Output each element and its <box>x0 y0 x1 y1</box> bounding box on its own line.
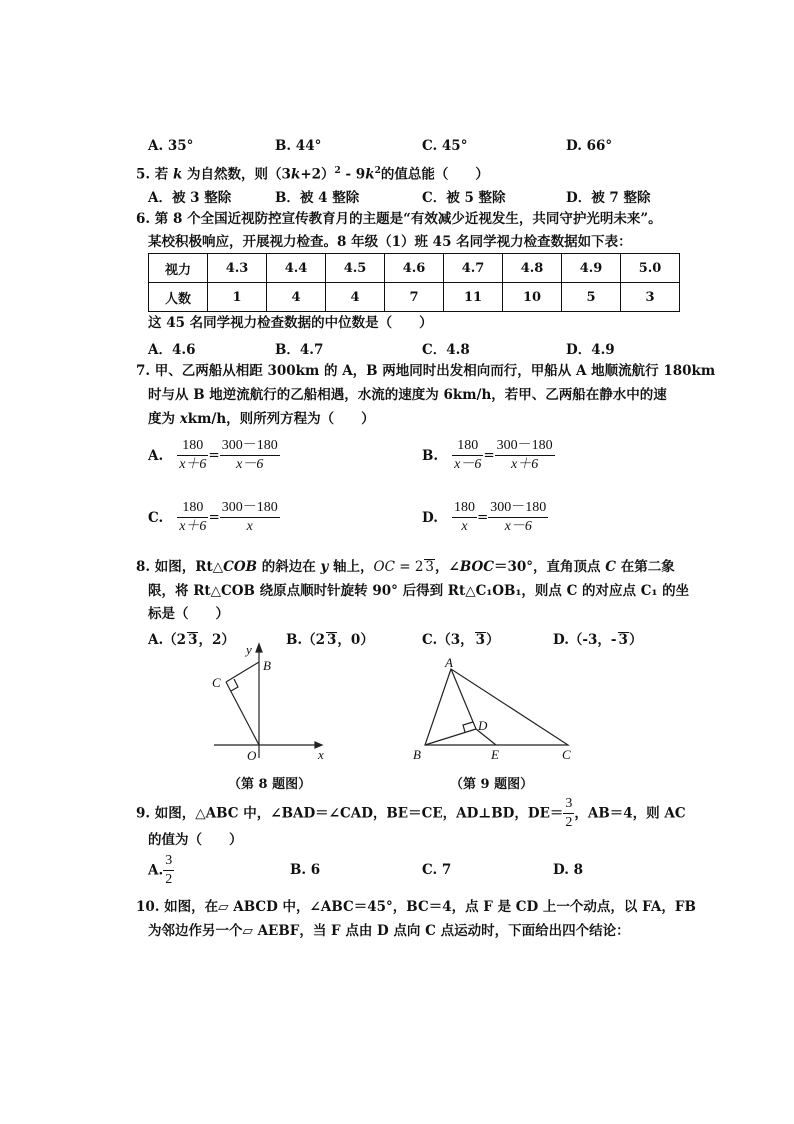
q7-line2: 时与从 B 地逆流航行的乙船相遇，水流的速度为 6km/h，若甲、乙两船在静水中的速 <box>148 387 667 403</box>
fig8-label-c: C <box>212 675 221 690</box>
q4-option-b: B. 44° <box>275 138 322 154</box>
table-row <box>149 254 680 283</box>
segment-oc <box>226 682 259 745</box>
table-cell: 4.6 <box>385 254 444 283</box>
q5-option-d: D．被 7 整除 <box>566 190 651 206</box>
table-cell: 4.5 <box>326 254 385 283</box>
figure-9 <box>405 655 585 765</box>
table-cell: 3 <box>621 283 680 312</box>
q6-option-c: C．4.8 <box>422 342 470 358</box>
table-cell: 4.4 <box>267 254 326 283</box>
segment-bd <box>425 729 476 745</box>
q8-line1: 8. 如图，Rt△COB 的斜边在 y 轴上，OC = 2 3，∠BOC＝30°，直角顶点 C 在第二象 <box>136 559 675 575</box>
table-cell: 5 <box>562 283 621 312</box>
q4-option-d: D. 66° <box>566 138 613 154</box>
q10-line1: 10. 如图，在▱ ABCD 中，∠ABC＝45°，BC＝4，点 F 是 CD 上一个动点，以 FA，FB <box>136 899 696 915</box>
q4-option-a: A. 35° <box>148 138 194 154</box>
q7-option-b: B. $\frac{180}{x-6}$ = $\frac{300-180}{x+6}$ <box>422 438 553 472</box>
q8-line3: 标是（ ） <box>148 606 229 622</box>
q9-option-c: C. 7 <box>422 862 452 878</box>
table-cell: 4.7 <box>444 254 503 283</box>
q9-option-d: D. 8 <box>553 862 584 878</box>
q5-option-b: B．被 4 整除 <box>275 190 360 206</box>
q8-option-a: A.（2 3，2） <box>148 632 235 648</box>
table-header-count: 人数 <box>149 283 208 312</box>
table-cell: 5.0 <box>621 254 680 283</box>
q9-option-b: B. 6 <box>290 862 321 878</box>
q7-option-d: D. $\frac{180}{x}$ = $\frac{300-180}{x-6}$ <box>422 500 547 534</box>
q6-option-a: A．4.6 <box>148 342 196 358</box>
q8-option-c: C.（3， 3） <box>422 632 500 648</box>
table-cell: 11 <box>444 283 503 312</box>
y-axis-arrow <box>256 644 262 652</box>
figure-8-caption: （第 8 题图） <box>228 777 312 792</box>
triangle-abc <box>425 669 568 745</box>
table-cell: 4 <box>326 283 385 312</box>
fig8-label-x: x <box>318 747 324 762</box>
table-header-vision: 视力 <box>149 254 208 283</box>
right-angle-mark <box>231 679 238 691</box>
q5-option-a: A．被 3 整除 <box>148 190 232 206</box>
q8-option-b: B.（2 3，0） <box>286 632 374 648</box>
q10-line2: 为邻边作另一个▱ AEBF，当 F 点由 D 点向 C 点运动时，下面给出四个结论： <box>148 923 630 939</box>
fig9-label-e: E <box>491 747 499 762</box>
table-row <box>149 283 680 312</box>
q4-option-c: C. 45° <box>422 138 468 154</box>
q7-line3: 度为 xkm/h，则所列方程为（ ） <box>148 411 375 427</box>
fig8-label-y: y <box>246 642 252 657</box>
q7-option-a: A. $\frac{180}{x+6}$ = $\frac{300-180}{x-6}$ <box>148 438 278 472</box>
table-cell: 4.8 <box>503 254 562 283</box>
segment-cb <box>226 662 259 682</box>
q7-option-c: C. $\frac{180}{x+6}$ = $\frac{300-180}{x}$ <box>148 500 278 534</box>
figure-9-caption: （第 9 题图） <box>450 777 534 792</box>
fig8-label-b: B <box>263 658 271 673</box>
q7-line1: 7. 甲、乙两船从相距 300km 的 A，B 两地同时出发相向而行，甲船从 A 地顺流航行 180km <box>136 363 716 379</box>
table-cell: 1 <box>208 283 267 312</box>
q9-line1: 9. 如图，△ABC 中，∠BAD＝∠CAD，BE＝CE，AD⊥BD，DE＝ $\frac{3}{2}$ ，AB＝4，则 AC <box>136 796 686 830</box>
fig9-label-b: B <box>413 747 421 762</box>
q9-line2: 的值为（ ） <box>148 832 243 848</box>
q8-option-d: D.（-3，- 3） <box>553 632 643 648</box>
q8-line2: 限，将 Rt△COB 绕原点顺时针旋转 90° 后得到 Rt△C₁OB₁，则点 C 的对应点 C₁ 的坐 <box>148 583 690 599</box>
q6-line2: 某校积极响应，开展视力检查。8 年级（1）班 45 名同学视力检查数据如下表： <box>148 234 632 250</box>
vision-table <box>148 253 680 312</box>
fig9-label-c: C <box>562 747 571 762</box>
segment-ad <box>451 669 476 729</box>
table-cell: 4.3 <box>208 254 267 283</box>
q5-option-c: C．被 5 整除 <box>422 190 506 206</box>
q5-stem: 5. 若 k 为自然数，则$(3k+2)^2 - 9k^2$的值总能（ ） <box>136 166 489 183</box>
q6-question: 这 45 名同学视力检查数据的中位数是（ ） <box>148 315 433 331</box>
fig8-label-o: O <box>247 748 257 763</box>
table-cell: 4 <box>267 283 326 312</box>
q6-option-d: D．4.9 <box>566 342 615 358</box>
table-cell: 10 <box>503 283 562 312</box>
q6-option-b: B．4.7 <box>275 342 324 358</box>
fig9-label-d: D <box>478 718 488 733</box>
q9-option-a: A. $\frac{3}{2}$ <box>148 853 173 887</box>
figure-8 <box>200 640 340 770</box>
table-cell: 4.9 <box>562 254 621 283</box>
table-cell: 7 <box>385 283 444 312</box>
fig9-label-a: A <box>445 655 453 670</box>
q6-line1: 6. 第 8 个全国近视防控宣传教育月的主题是“有效减少近视发生，共同守护光明未来”。 <box>136 211 662 227</box>
